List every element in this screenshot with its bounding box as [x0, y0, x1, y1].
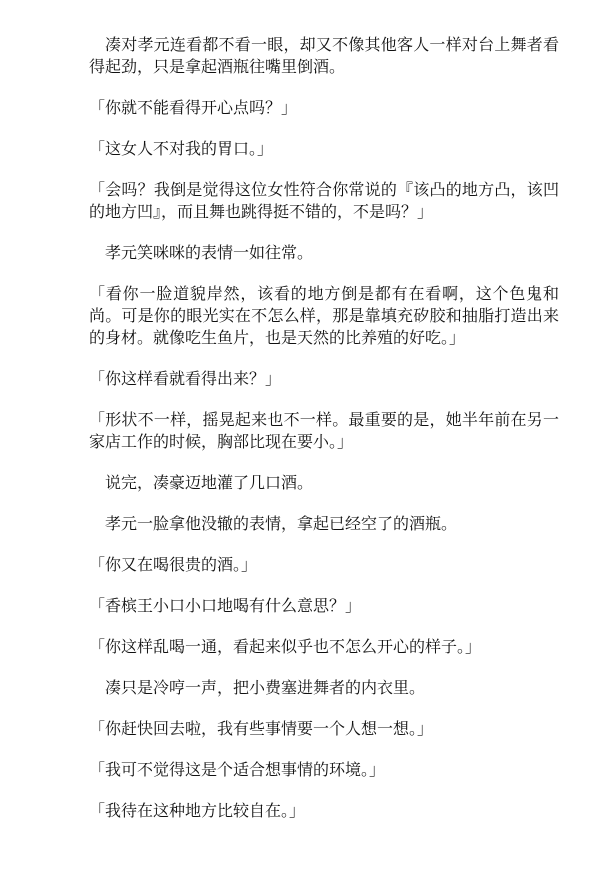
paragraph-dialog: 「你这样乱喝一通，看起来似乎也不怎么开心的样子。」 — [89, 637, 482, 656]
paragraph-dialog: 「我待在这种地方比较自在。」 — [89, 801, 306, 820]
paragraph-dialog: 「你赶快回去啦，我有些事情要一个人想一想。」 — [89, 719, 434, 738]
paragraph-dialog: 「我可不觉得这是个适合想事情的环境。」 — [89, 760, 386, 779]
paragraph: 孝元一脸拿他没辙的表情，拿起已经空了的酒瓶。 — [105, 514, 458, 533]
paragraph-dialog: 「香槟王小口小口地喝有什么意思？」 — [89, 596, 362, 615]
paragraph: 孝元笑咪咪的表情一如往常。 — [105, 243, 314, 262]
paragraph-dialog: 「你又在喝很贵的酒。」 — [89, 555, 258, 574]
paragraph-dialog: 「看你一脸道貌岸然，该看的地方倒是都有在看啊，这个色鬼和尚。可是你的眼光实在不怎么样，那是靠填充矽胶和抽脂打造出来的身材。就像吃生鱼片，也是天然的比养殖的好吃。」 — [89, 284, 559, 347]
paragraph-dialog: 「你这样看就看得出来？」 — [89, 369, 282, 388]
paragraph-dialog: 「会吗？我倒是觉得这位女性符合你常说的『该凸的地方凸，该凹的地方凹』，而且舞也跳得挺不错的，不是吗？」 — [89, 180, 559, 221]
paragraph: 说完，凑豪迈地灌了几口酒。 — [105, 473, 314, 492]
paragraph: 凑对孝元连看都不看一眼，却又不像其他客人一样对台上舞者看得起劲，只是拿起酒瓶往嘴里倒酒。 — [89, 35, 559, 76]
paragraph-dialog: 「你就不能看得开心点吗？」 — [89, 98, 298, 117]
paragraph-dialog: 「形状不一样，摇晃起来也不一样。最重要的是，她半年前在另一家店工作的时候，胸部比现在要小。」 — [89, 410, 559, 451]
document-body — [89, 34, 559, 841]
paragraph-dialog: 「这女人不对我的胃口。」 — [89, 139, 274, 158]
paragraph: 凑只是冷哼一声，把小费塞进舞者的内衣里。 — [105, 678, 426, 697]
